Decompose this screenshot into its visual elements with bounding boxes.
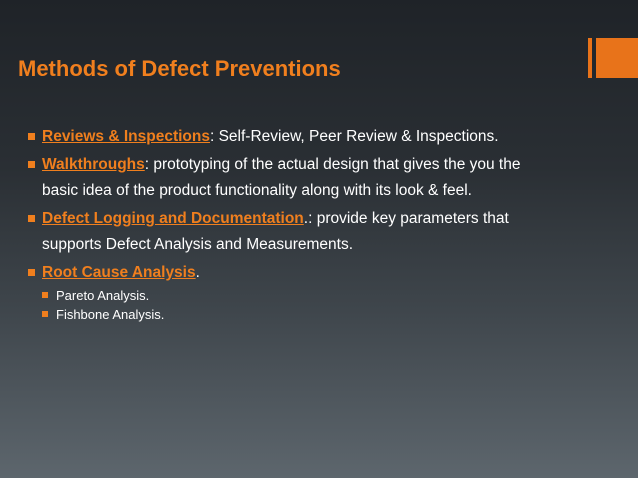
- bullet-square-icon: [28, 161, 35, 168]
- logo-bar-thin: [588, 38, 592, 78]
- sub-bullet-text: Fishbone Analysis.: [56, 307, 165, 322]
- bullet-text: : prototyping of the actual design that gives the you the basic idea of the product functionality along with its look & feel.: [42, 156, 521, 199]
- slide-logo-mark: [586, 38, 638, 78]
- bullet-text: .: provide key parameters that supports Defect Analysis and Measurements.: [42, 210, 509, 253]
- bullet-root-cause-analysis: [28, 260, 548, 286]
- bullet-square-icon: [28, 133, 35, 140]
- sub-bullet-square-icon: [42, 311, 48, 317]
- bullet-keyword: Walkthroughs: [42, 156, 145, 173]
- bullet-keyword: Reviews & Inspections: [42, 128, 210, 145]
- sub-bullet-fishbone: [42, 305, 548, 324]
- bullet-defect-logging: [28, 206, 548, 258]
- bullet-keyword: Root Cause Analysis: [42, 264, 196, 281]
- bullet-square-icon: [28, 215, 35, 222]
- slide-title: Methods of Defect Preventions: [18, 56, 341, 81]
- bullet-keyword: Defect Logging and Documentation: [42, 210, 304, 227]
- sub-bullet-square-icon: [42, 292, 48, 298]
- bullet-walkthroughs: [28, 152, 548, 204]
- sub-bullet-text: Pareto Analysis.: [56, 288, 150, 303]
- logo-bar-thick: [596, 38, 638, 78]
- sub-bullet-pareto: [42, 286, 548, 305]
- bullet-square-icon: [28, 269, 35, 276]
- slide-content: [28, 124, 548, 324]
- bullet-reviews-inspections: [28, 124, 548, 150]
- bullet-text: : Self-Review, Peer Review & Inspections.: [209, 128, 499, 145]
- sub-bullet-list: [42, 286, 548, 324]
- bullet-text: .: [195, 264, 200, 281]
